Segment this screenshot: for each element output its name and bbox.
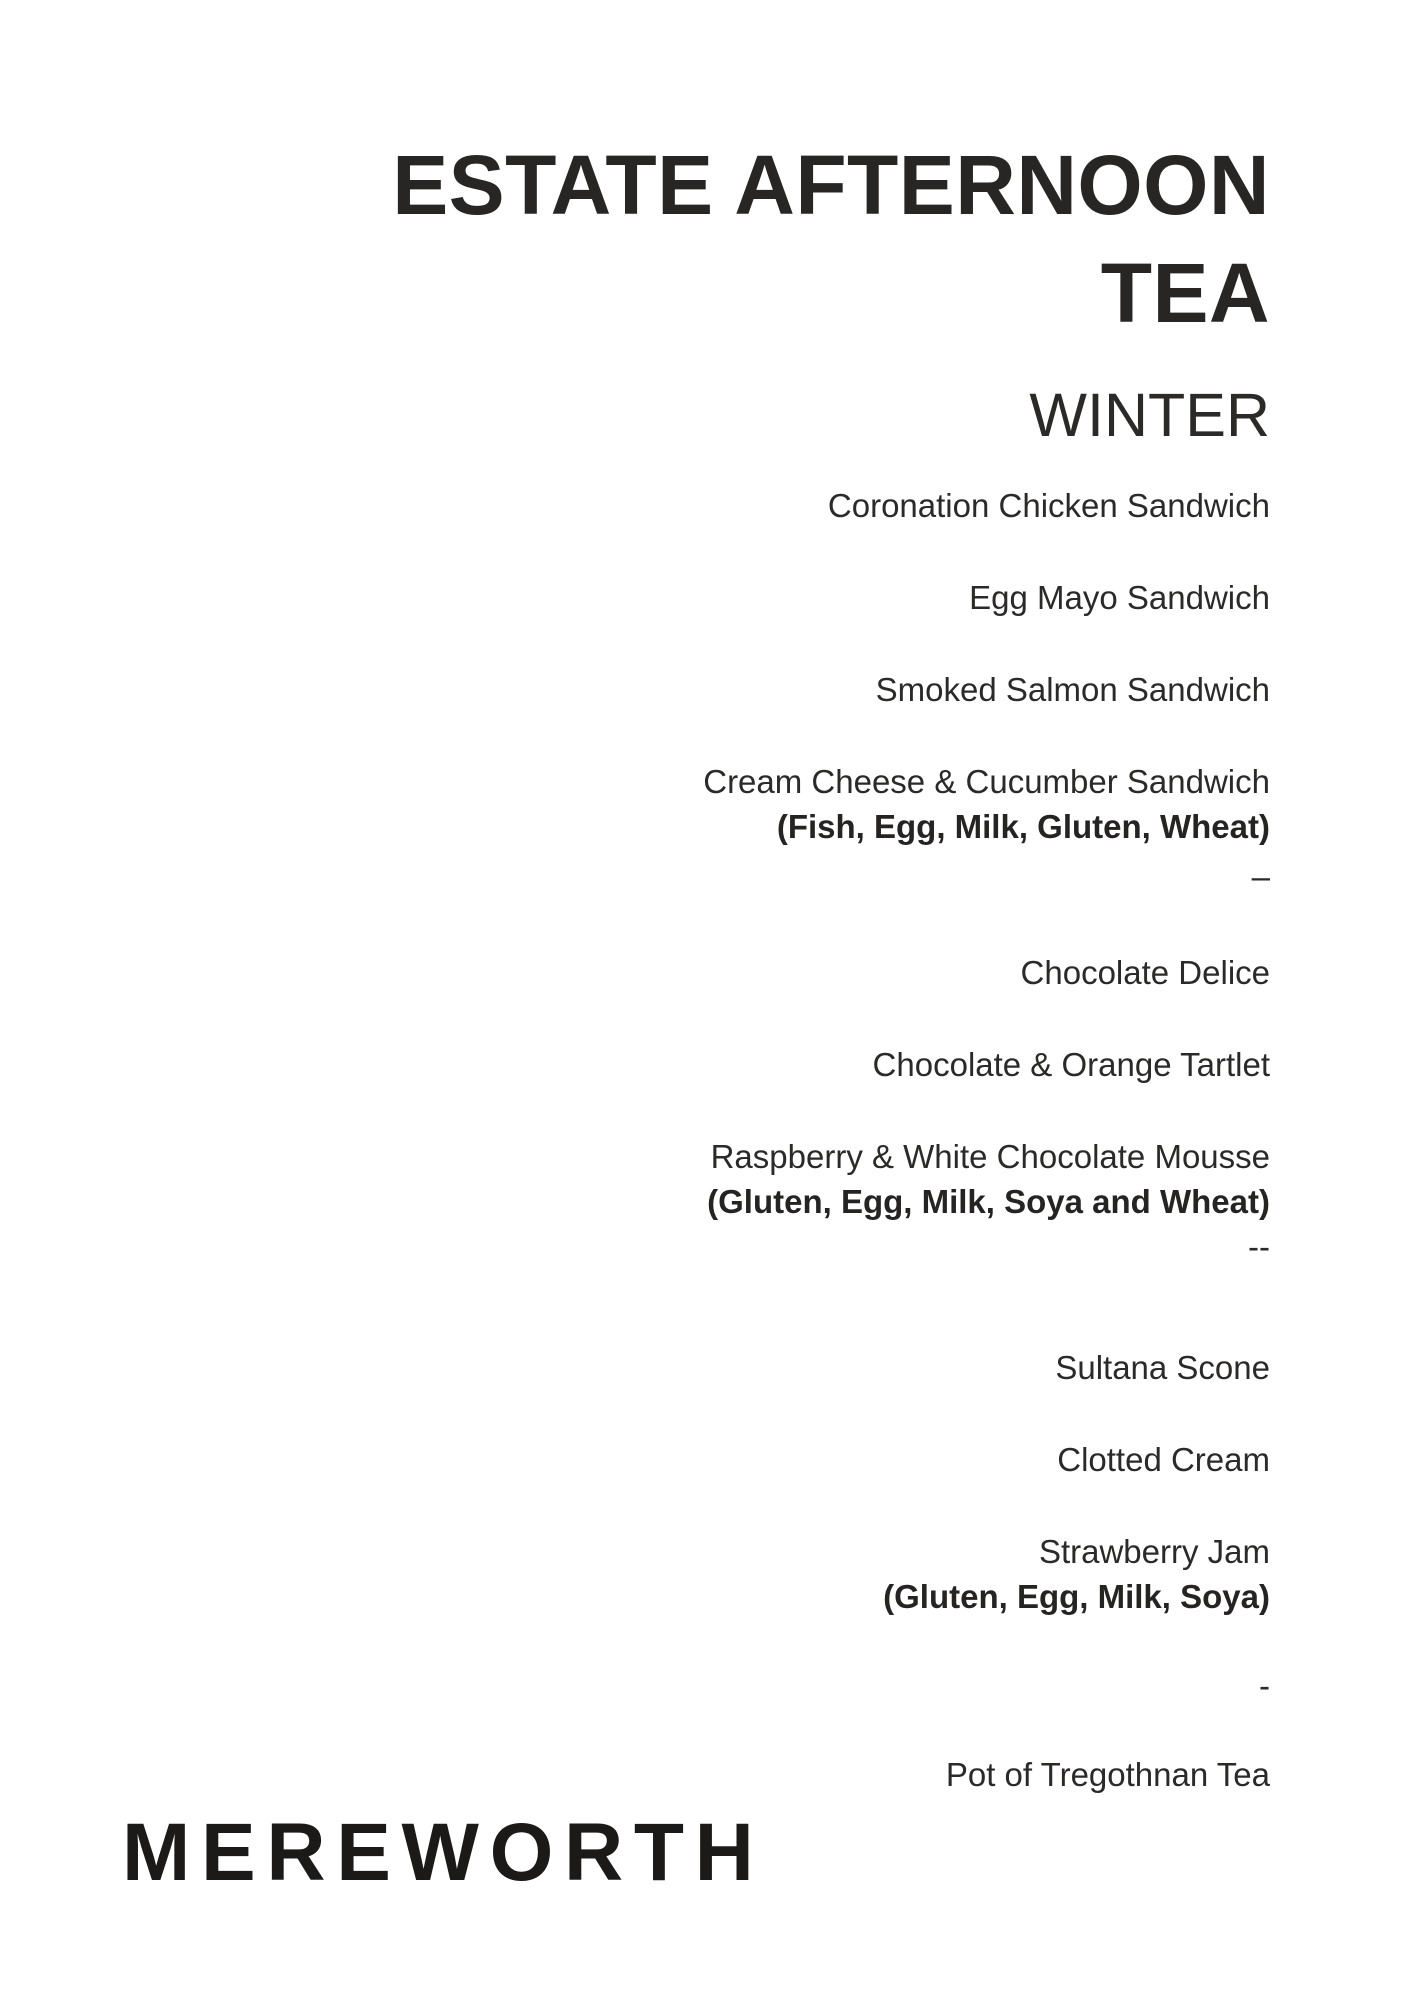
menu-item-chocolate-orange-tartlet: Chocolate & Orange Tartlet — [872, 1046, 1270, 1083]
menu-list — [0, 483, 1270, 1797]
menu-item-egg-mayo-sandwich: Egg Mayo Sandwich — [969, 579, 1270, 616]
page-title-line-1: ESTATE AFTERNOON — [392, 138, 1270, 232]
section-divider-3: - — [1259, 1667, 1270, 1704]
menu-item-sultana-scone: Sultana Scone — [1055, 1349, 1270, 1386]
mereworth-logo: MEREWORTH — [122, 1807, 765, 1898]
allergen-note-scones: (Gluten, Egg, Milk, Soya) — [883, 1578, 1270, 1615]
menu-item-coronation-chicken-sandwich: Coronation Chicken Sandwich — [827, 487, 1270, 524]
menu-item-smoked-salmon-sandwich: Smoked Salmon Sandwich — [875, 671, 1270, 708]
menu-item-cream-cheese-cucumber-sandwich: Cream Cheese & Cucumber Sandwich — [703, 763, 1270, 800]
menu-item-chocolate-delice: Chocolate Delice — [1020, 954, 1270, 991]
allergen-note-sandwiches: (Fish, Egg, Milk, Gluten, Wheat) — [776, 808, 1270, 845]
menu-item-clotted-cream: Clotted Cream — [1057, 1441, 1270, 1478]
menu-item-pot-of-tregothnan-tea: Pot of Tregothnan Tea — [945, 1756, 1270, 1793]
section-divider-2: -- — [1248, 1228, 1270, 1265]
page-title-line-2: TEA — [1100, 246, 1270, 340]
season-subtitle: WINTER — [1029, 381, 1270, 449]
allergen-note-desserts: (Gluten, Egg, Milk, Soya and Wheat) — [707, 1183, 1270, 1220]
page-title — [0, 0, 1270, 347]
section-divider-1: – — [1251, 858, 1270, 895]
menu-item-raspberry-white-chocolate-mousse: Raspberry & White Chocolate Mousse — [710, 1138, 1270, 1175]
menu-item-strawberry-jam: Strawberry Jam — [1038, 1533, 1270, 1570]
